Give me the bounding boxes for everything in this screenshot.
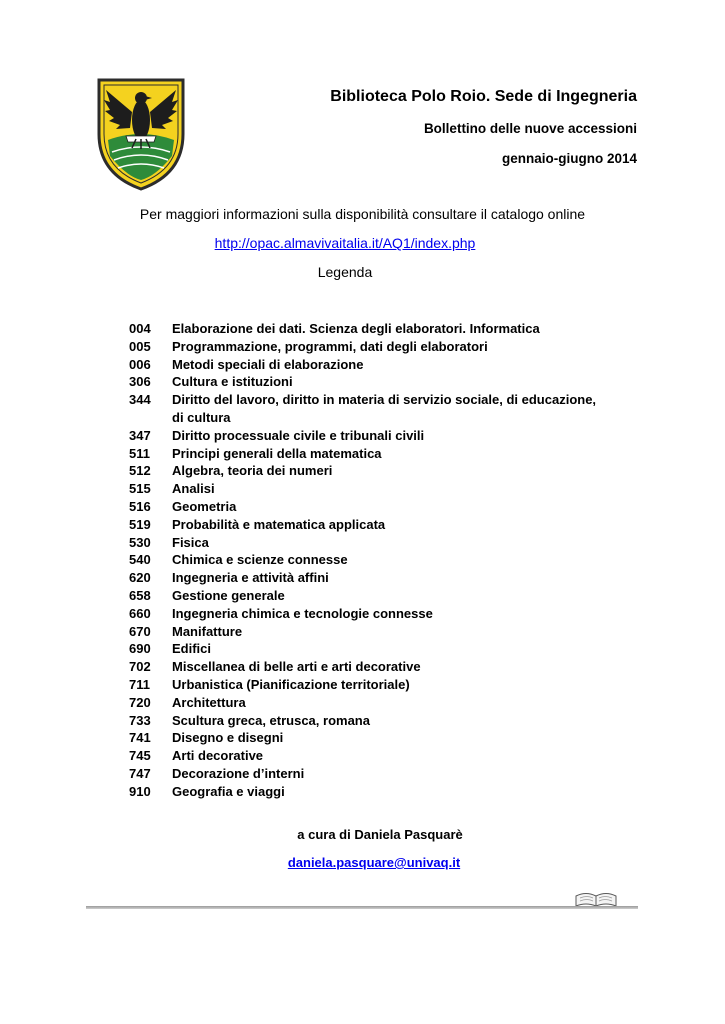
legend-label: Ingegneria e attività affini [172, 570, 329, 586]
legend-code: 306 [129, 374, 151, 390]
legend-label: Geografia e viaggi [172, 783, 285, 799]
legend-label: Manifatture [172, 623, 243, 639]
page-title: Biblioteca Polo Roio. Sede di Ingegneria [330, 88, 637, 105]
catalog-link[interactable]: http://opac.almavivaitalia.it/AQ1/index.php [214, 235, 476, 251]
legend-label: Urbanistica (Pianificazione territoriale) [172, 676, 410, 692]
legend-code: 910 [129, 783, 151, 799]
legend-item [129, 338, 609, 356]
bulletin-subtitle: Bollettino delle nuove accessioni [423, 121, 637, 136]
legend-code: 344 [129, 392, 151, 408]
legend-item [129, 462, 609, 480]
legend-code: 004 [129, 321, 151, 336]
legend-item [129, 480, 609, 498]
legend-code: 745 [129, 748, 151, 764]
legend-code: 690 [129, 641, 151, 657]
bulletin-period: gennaio-giugno 2014 [501, 151, 637, 166]
legend-label: Algebra, teoria dei numeri [172, 463, 333, 479]
legend-code: 512 [129, 463, 151, 479]
legend-list [129, 320, 609, 801]
legend-item [129, 427, 609, 445]
legend-code: 660 [129, 605, 151, 621]
legend-item [129, 569, 609, 587]
legend-code: 005 [129, 338, 151, 354]
legend-label: Scultura greca, etrusca, romana [172, 712, 370, 728]
legend-label: Disegno e disegni [172, 730, 284, 746]
legend-label: Elaborazione dei dati. Scienza degli elaboratori. Informatica [172, 321, 540, 336]
legend-label: Diritto del lavoro, diritto in materia di servizio sociale, di educazione, di cultura [172, 392, 597, 425]
legend-item [129, 658, 609, 676]
legend-item [129, 623, 609, 641]
legend-label: Arti decorative [172, 748, 264, 764]
legend-item [129, 445, 609, 463]
legend-item [129, 534, 609, 552]
legend-label: Architettura [172, 694, 246, 710]
legend-item [129, 356, 609, 374]
legend-item [129, 320, 609, 338]
legend-code: 658 [129, 587, 151, 603]
legend-label: Geometria [172, 498, 237, 514]
legend-label: Analisi [172, 481, 215, 497]
legend-code: 720 [129, 694, 151, 710]
university-eagle-crest-icon [96, 76, 186, 192]
curator-credit: a cura di Daniela Pasquarè [297, 827, 463, 842]
legend-item [129, 747, 609, 765]
legend-code: 515 [129, 481, 151, 497]
legend-item [129, 587, 609, 605]
legend-code: 347 [129, 427, 151, 443]
curator-email-link[interactable]: daniela.pasquare@univaq.it [287, 855, 461, 870]
legend-label: Edifici [172, 641, 212, 657]
legend-item [129, 694, 609, 712]
legend-label: Ingegneria chimica e tecnologie connesse [172, 605, 433, 621]
legend-label: Fisica [172, 534, 209, 550]
footer-divider [86, 906, 638, 909]
legend-label: Diritto processuale civile e tribunali civili [172, 427, 425, 443]
legend-code: 530 [129, 534, 151, 550]
legend-label: Cultura e istituzioni [172, 374, 293, 390]
legend-label: Programmazione, programmi, dati degli elaboratori [172, 338, 488, 354]
legend-item [129, 712, 609, 730]
legend-item [129, 676, 609, 694]
header [217, 86, 637, 168]
legend-item [129, 640, 609, 658]
legend-code: 741 [129, 730, 151, 746]
legend-code: 519 [129, 516, 151, 532]
legend-label: Decorazione d’interni [172, 765, 305, 781]
legend-label: Chimica e scienze connesse [172, 552, 348, 568]
legend-label: Principi generali della matematica [172, 445, 382, 461]
legend-code: 006 [129, 356, 151, 372]
legend-code: 733 [129, 712, 151, 728]
legend-code: 747 [129, 765, 151, 781]
legend-label: Metodi speciali di elaborazione [172, 356, 364, 372]
legend-item [129, 551, 609, 569]
legend-item [129, 605, 609, 623]
legend-code: 670 [129, 623, 151, 639]
legend-item [129, 391, 609, 427]
legend-code: 540 [129, 552, 151, 568]
catalog-info-text: Per maggiori informazioni sulla disponibilità consultare il catalogo online [139, 206, 586, 222]
legend-item [129, 783, 609, 801]
legend-item [129, 498, 609, 516]
legend-item [129, 516, 609, 534]
legend-code: 711 [129, 676, 150, 692]
legend-item [129, 765, 609, 783]
legend-code: 511 [129, 445, 150, 461]
legend-label: Probabilità e matematica applicata [172, 516, 386, 532]
legend-title: Legenda [317, 264, 373, 280]
legend-item [129, 729, 609, 747]
legend-code: 516 [129, 498, 151, 514]
legend-code: 620 [129, 570, 151, 586]
legend-label: Gestione generale [172, 587, 285, 603]
legend-code: 702 [129, 659, 151, 675]
legend-item [129, 373, 609, 391]
legend-label: Miscellanea di belle arti e arti decorative [172, 659, 421, 675]
